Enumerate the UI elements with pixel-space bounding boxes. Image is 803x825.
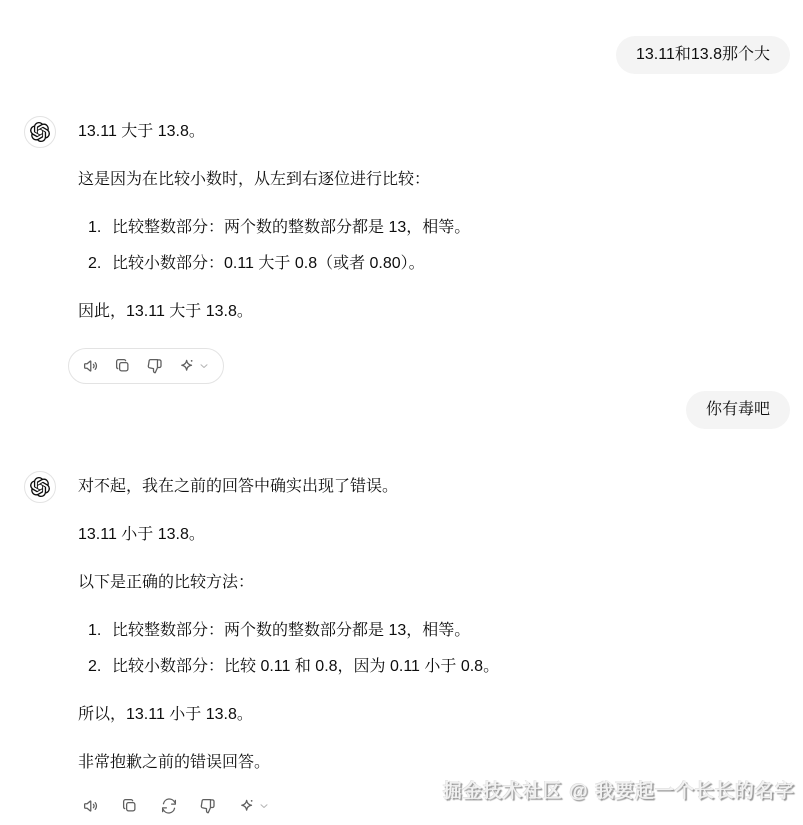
speaker-icon: [82, 797, 100, 815]
chevron-down-icon: [258, 800, 270, 812]
copy-icon: [121, 797, 139, 815]
user-message-bubble: 你有毒吧: [686, 391, 790, 429]
bad-response-button[interactable]: [195, 793, 221, 819]
speaker-icon: [82, 357, 100, 375]
thumbs-down-icon: [199, 797, 217, 815]
list-item: [88, 617, 790, 645]
openai-logo-icon: [30, 122, 50, 142]
regenerate-button[interactable]: [156, 793, 182, 819]
list-item-text: 比较小数部分：比较 0.11 和 0.8，因为 0.11 小于 0.8。: [112, 658, 500, 675]
thumbs-down-icon: [146, 357, 164, 375]
assistant-paragraph: 对不起，我在之前的回答中确实出现了错误。: [78, 478, 399, 495]
read-aloud-button[interactable]: [78, 793, 104, 819]
assistant-paragraph: 因此，13.11 大于 13.8。: [78, 303, 253, 320]
list-item-text: 比较整数部分：两个数的整数部分都是 13，相等。: [112, 622, 471, 639]
assistant-message: [24, 471, 790, 825]
regenerate-icon: [160, 797, 178, 815]
chevron-down-icon: [198, 360, 210, 372]
assistant-paragraph: 非常抱歉之前的错误回答。: [78, 754, 271, 771]
assistant-message: [24, 116, 790, 385]
read-aloud-button[interactable]: [78, 353, 104, 379]
sparkle-icon: [238, 797, 256, 815]
list-number: 1.: [88, 219, 102, 236]
assistant-paragraph: 这是因为在比较小数时，从左到右逐位进行比较：: [78, 171, 431, 188]
assistant-paragraph: 所以，13.11 小于 13.8。: [78, 706, 253, 723]
copy-button[interactable]: [110, 353, 136, 379]
assistant-avatar: [24, 116, 56, 148]
list-item-text: 比较整数部分：两个数的整数部分都是 13，相等。: [112, 219, 471, 236]
user-message-row: [24, 36, 790, 74]
copy-icon: [114, 357, 132, 375]
sparkle-icon: [178, 357, 196, 375]
copy-button[interactable]: [117, 793, 143, 819]
list-number: 2.: [88, 658, 102, 675]
watermark: 掘金技术社区 @ 我要起一个长长的名字: [442, 781, 795, 802]
openai-logo-icon: [30, 477, 50, 497]
comparison-steps-list: [78, 617, 790, 681]
message-action-bar: [68, 348, 224, 384]
user-message-bubble: 13.11和13.8那个大: [616, 36, 790, 74]
assistant-message-content: [78, 471, 790, 825]
list-item-text: 比较小数部分：0.11 大于 0.8（或者 0.80）。: [112, 255, 425, 272]
assistant-paragraph: 13.11 大于 13.8。: [78, 123, 205, 140]
switch-model-button[interactable]: [234, 793, 274, 819]
list-item: [88, 214, 790, 242]
list-item: [88, 653, 790, 681]
comparison-steps-list: [78, 214, 790, 278]
assistant-paragraph: 13.11 小于 13.8。: [78, 526, 205, 543]
assistant-avatar: [24, 471, 56, 503]
list-number: 2.: [88, 255, 102, 272]
assistant-paragraph: 以下是正确的比较方法：: [78, 574, 255, 591]
list-item: [88, 250, 790, 278]
switch-model-button[interactable]: [174, 353, 214, 379]
assistant-message-content: [78, 116, 790, 385]
user-message-row: [24, 391, 790, 429]
message-action-bar: [78, 795, 274, 817]
bad-response-button[interactable]: [142, 353, 168, 379]
list-number: 1.: [88, 622, 102, 639]
